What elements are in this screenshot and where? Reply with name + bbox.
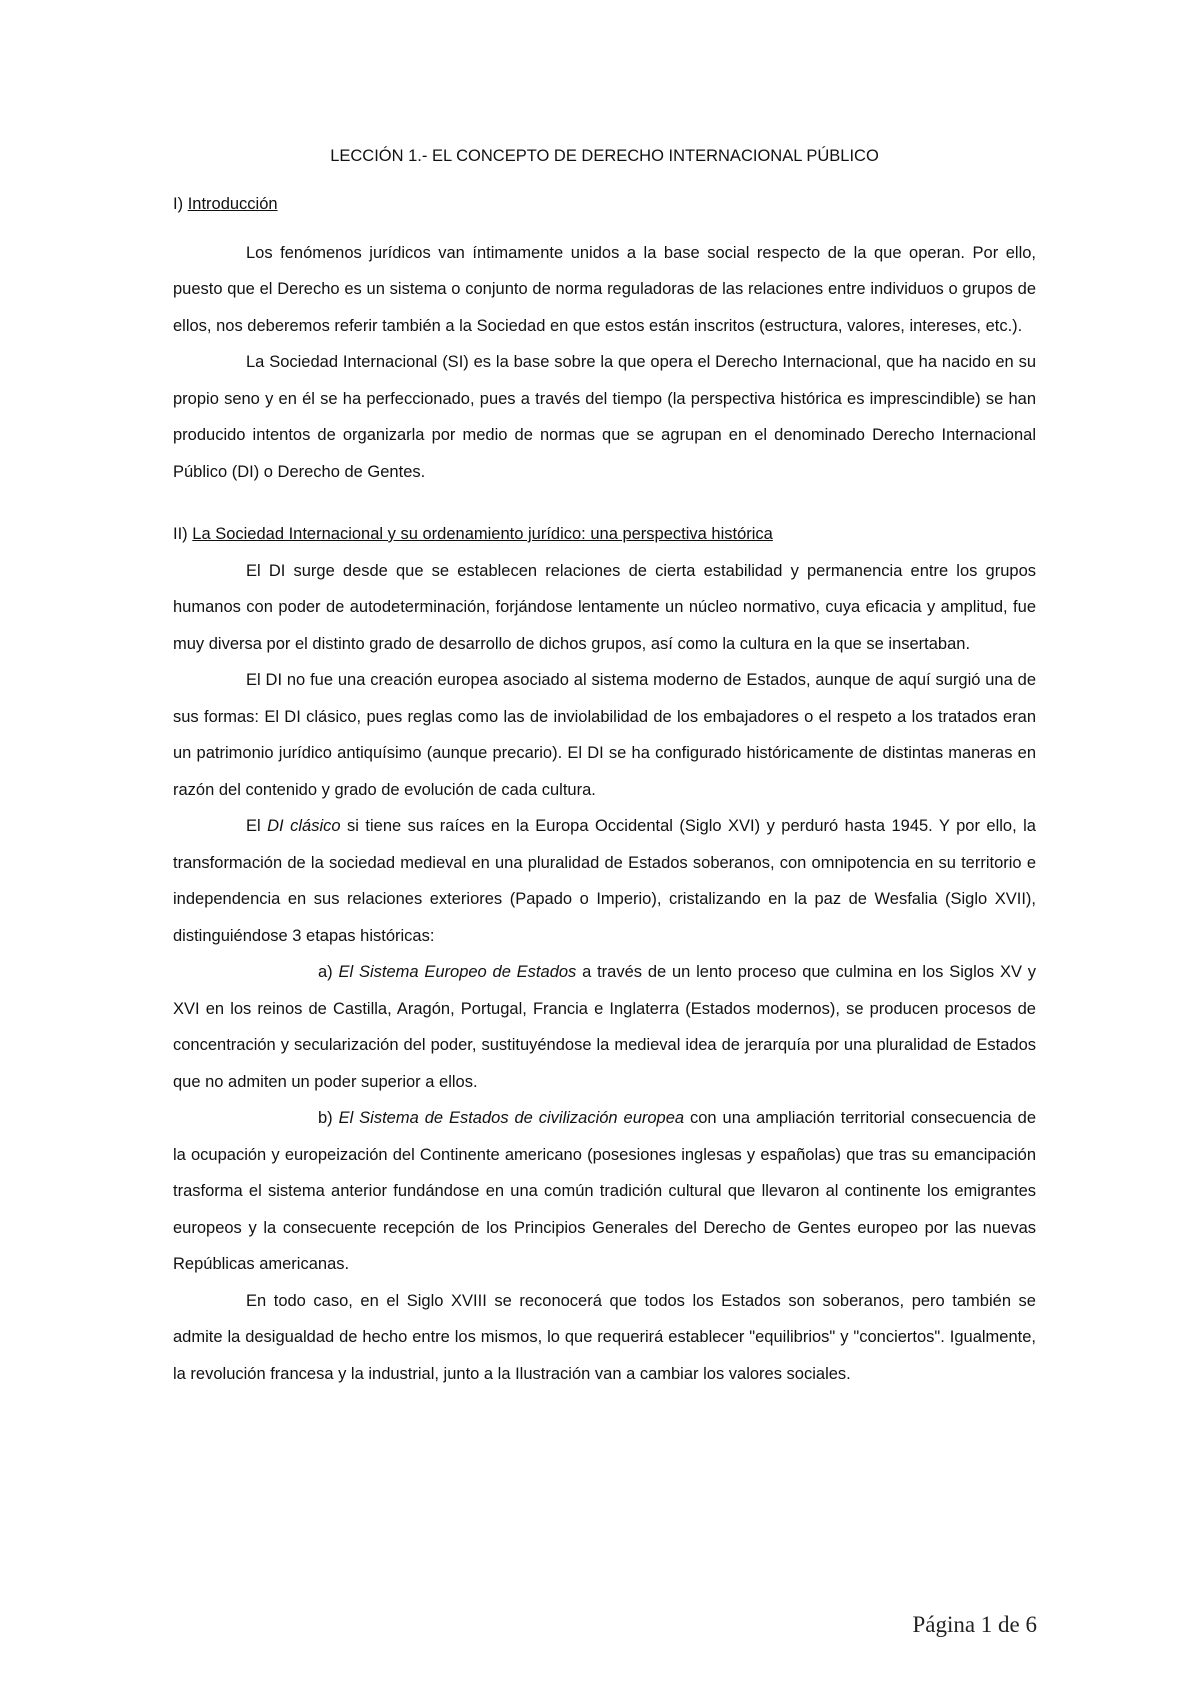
text-run: El [246,817,261,835]
section-title: Introducción [187,195,278,213]
text-run: a través de un lento proceso que culmina en los Siglos XV y XVI en los reinos de Castilla, Aragón, Portugal, Francia e Inglaterra (Estados modernos), se producen procesos de concentración y secularización del poder, sustituyéndose la medieval idea de jerarquía por una pluralidad de Estados que no admiten un poder superior a ellos. [173,963,1037,1091]
section-title: La Sociedad Internacional y su ordenamiento jurídico: una perspectiva histórica [192,525,773,543]
paragraph [173,808,1036,954]
emphasis: El Sistema de Estados de civilización europea [338,1109,685,1127]
section-heading-perspectiva-historica [173,516,1036,553]
list-marker: b) [318,1109,333,1127]
section-heading-introduccion [173,186,1036,223]
text-run: si tiene sus raíces en la Europa Occidental (Siglo XVI) y perduró hasta 1945. Y por ello, la transformación de la sociedad medieval en una pluralidad de Estados soberanos, con omnipotencia en su territorio e independencia en sus relaciones exteriores (Papado o Imperio), cristalizando en la paz de Wesfalia (Siglo XVII), distinguiéndose 3 etapas históricas: [173,817,1036,945]
emphasis: El Sistema Europeo de Estados [338,963,577,981]
list-item [173,1100,1036,1283]
paragraph: La Sociedad Internacional (SI) es la base sobre la que opera el Derecho Internacional, que ha nacido en su propio seno y en él se ha perfeccionado, pues a través del tiempo (la perspectiva histórica es imprescindible) se han producido intentos de organizarla por medio de normas que se agrupan en el denominado Derecho Internacional Público (DI) o Derecho de Gentes. [173,353,1036,481]
page-title: LECCIÓN 1.- EL CONCEPTO DE DERECHO INTERNACIONAL PÚBLICO [330,147,879,165]
paragraph: El DI surge desde que se establecen relaciones de cierta estabilidad y permanencia entre los grupos humanos con poder de autodeterminación, forjándose lentamente un núcleo normativo, cuya eficacia y amplitud, fue muy diversa por el distinto grado de desarrollo de dichos grupos, así como la cultura en la que se insertaban. [173,561,1036,653]
page-number: Página 1 de 6 [912,1612,1037,1637]
document-body [173,146,1036,1392]
list-marker: a) [318,963,333,981]
paragraph: Los fenómenos jurídicos van íntimamente unidos a la base social respecto de la que operan. Por ello, puesto que el Derecho es un sistema o conjunto de norma reguladoras de las relaciones entre individuos o grupos de ellos, nos deberemos referir también a la Sociedad en que estos están inscritos (estructura, valores, intereses, etc.). [173,243,1036,335]
emphasis: DI clásico [267,817,341,835]
paragraph: En todo caso, en el Siglo XVIII se reconocerá que todos los Estados son soberanos, pero también se admite la desigualdad de hecho entre los mismos, lo que requerirá establecer "equilibrios" y "conciertos". Igualmente, la revolución francesa y la industrial, junto a la Ilustración van a cambiar los valores sociales. [173,1291,1036,1383]
section-number: II) [173,525,188,543]
section-number: I) [173,195,184,213]
text-run: con una ampliación territorial consecuencia de la ocupación y europeización del Continente americano (posesiones inglesas y españolas) que tras su emancipación trasforma el sistema anterior fundándose en una común tradición cultural que llevaron al continente los emigrantes europeos y la consecuente recepción de los Principios Generales del Derecho de Gentes europeo por las nuevas Repúblicas americanas. [173,1109,1036,1273]
paragraph: El DI no fue una creación europea asociado al sistema moderno de Estados, aunque de aquí surgió una de sus formas: El DI clásico, pues reglas como las de inviolabilidad de los embajadores o el respeto a los tratados eran un patrimonio jurídico antiquísimo (aunque precario). El DI se ha configurado históricamente de distintas maneras en razón del contenido y grado de evolución de cada cultura. [173,671,1036,799]
list-item [173,954,1036,1100]
